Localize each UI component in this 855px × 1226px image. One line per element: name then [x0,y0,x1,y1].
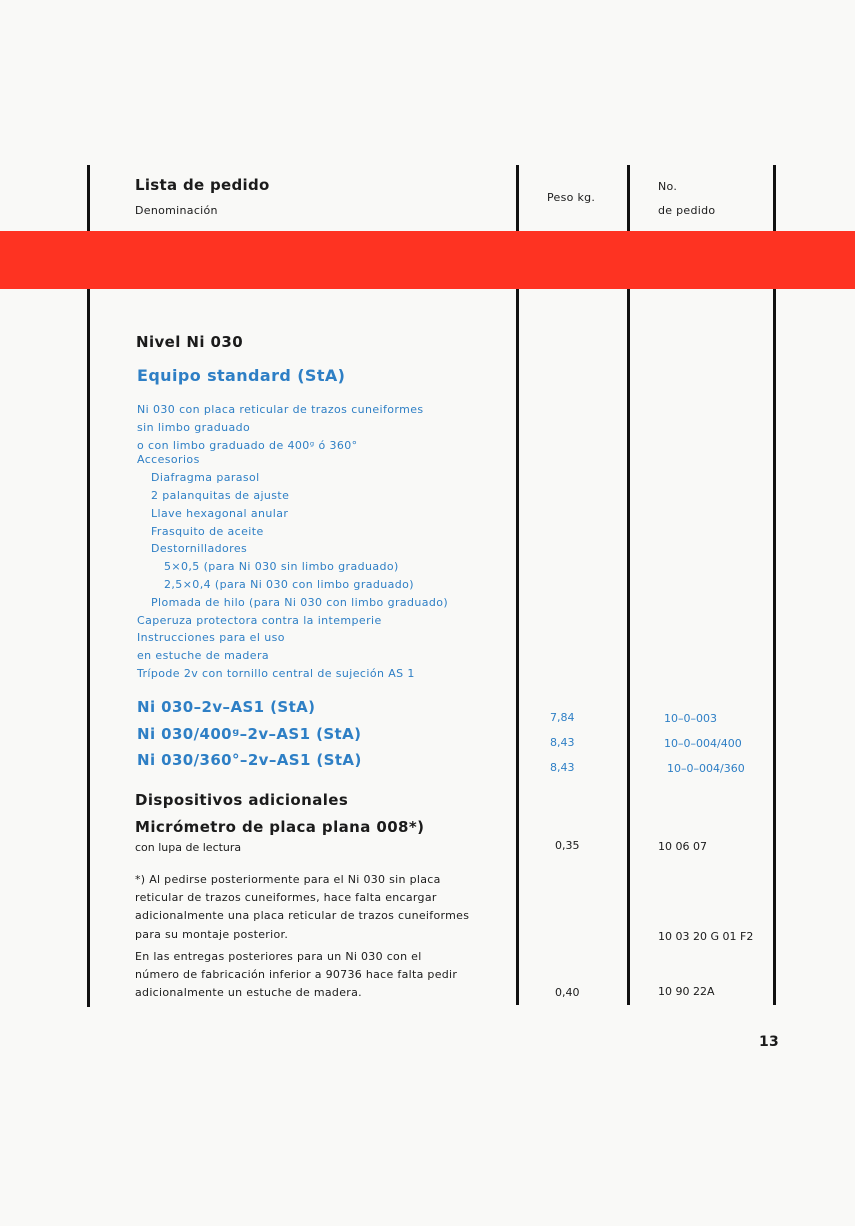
page-number: 13 [759,1034,780,1050]
list-item: Trípode 2v con tornillo central de sujeción AS 1 [137,666,415,680]
rule-right-header [773,165,776,231]
footnote-line: adicionalmente una placa reticular de trazos cuneiformes [135,909,470,923]
list-item: 2,5×0,4 (para Ni 030 con limbo graduado) [164,577,414,591]
micrometer-weight: 0,35 [555,839,580,852]
section-title: Nivel Ni 030 [136,333,244,351]
standard-equipment-list [137,401,448,683]
list-item: Diafragma parasol [151,471,260,485]
footnote-line: reticular de trazos cuneiformes, hace falta encargar [135,891,437,905]
delivery-weight: 0,40 [555,986,580,999]
delivery-note-line: adicionalmente un estuche de madera. [135,986,362,1000]
rule-mid2-body [627,289,630,1005]
list-item: Frasquito de aceite [151,524,264,538]
list-item: Ni 030 con placa reticular de trazos cuneiformes [137,403,424,416]
list-item: o con limbo graduado de 400ᵍ ó 360° [137,438,358,452]
micrometer-subtitle: con lupa de lectura [135,841,242,854]
model-name: Ni 030/360°–2v–AS1 (StA) [137,751,362,769]
order-list-title: Lista de pedido [135,176,270,194]
rule-right-body [773,289,776,1005]
additional-devices-title: Dispositivos adicionales [135,791,349,809]
rule-mid1-header [516,165,519,231]
micrometer-order-no: 10 06 07 [658,840,707,853]
list-item: Llave hexagonal anular [151,506,289,520]
footnote-text [135,871,469,944]
red-band [0,231,855,289]
rule-mid2-header [627,165,630,231]
model-order-no: 10–0–003 [664,712,717,725]
list-item: en estuche de madera [137,649,270,663]
model-order-no: 10–0–004/400 [664,737,742,750]
weight-column-label: Peso kg. [547,191,596,204]
list-item: sin limbo graduado [137,420,251,434]
micrometer-title: Micrómetro de placa plana 008*) [135,818,425,836]
model-weight: 8,43 [550,761,575,774]
list-item: Instrucciones para el uso [137,631,285,645]
list-item: 2 palanquitas de ajuste [151,488,290,502]
order-no-label-1: No. [658,180,678,193]
delivery-note-line: En las entregas posteriores para un Ni 030 con el [135,950,422,963]
rule-left-body [87,289,90,1007]
model-weight: 7,84 [550,711,575,724]
rule-mid1-body [516,289,519,1005]
model-names [137,694,362,774]
list-item: Destornilladores [151,542,248,556]
model-name: Ni 030–2v–AS1 (StA) [137,698,316,716]
list-item: Caperuza protectora contra la intemperie [137,613,382,627]
delivery-note-text [135,948,457,1003]
denomination-label: Denominación [135,204,218,217]
list-item: 5×0,5 (para Ni 030 sin limbo graduado) [164,560,399,574]
rule-left-header [87,165,90,231]
model-name: Ni 030/400ᵍ–2v–AS1 (StA) [137,724,362,743]
order-no-label-2: de pedido [658,204,716,217]
footnote-line: *) Al pedirse posteriormente para el Ni 030 sin placa [135,873,441,886]
footnote-line: para su montaje posterior. [135,927,289,941]
delivery-note-line: número de fabricación inferior a 90736 hace falta pedir [135,968,458,982]
list-item: Accesorios [137,453,200,467]
footnote-order-no: 10 03 20 G 01 F2 [658,930,754,943]
standard-equipment-heading: Equipo standard (StA) [137,366,346,385]
list-item: Plomada de hilo (para Ni 030 con limbo graduado) [151,595,449,609]
delivery-order-no: 10 90 22A [658,985,715,998]
model-order-no: 10–0–004/360 [667,762,745,775]
model-weight: 8,43 [550,736,575,749]
